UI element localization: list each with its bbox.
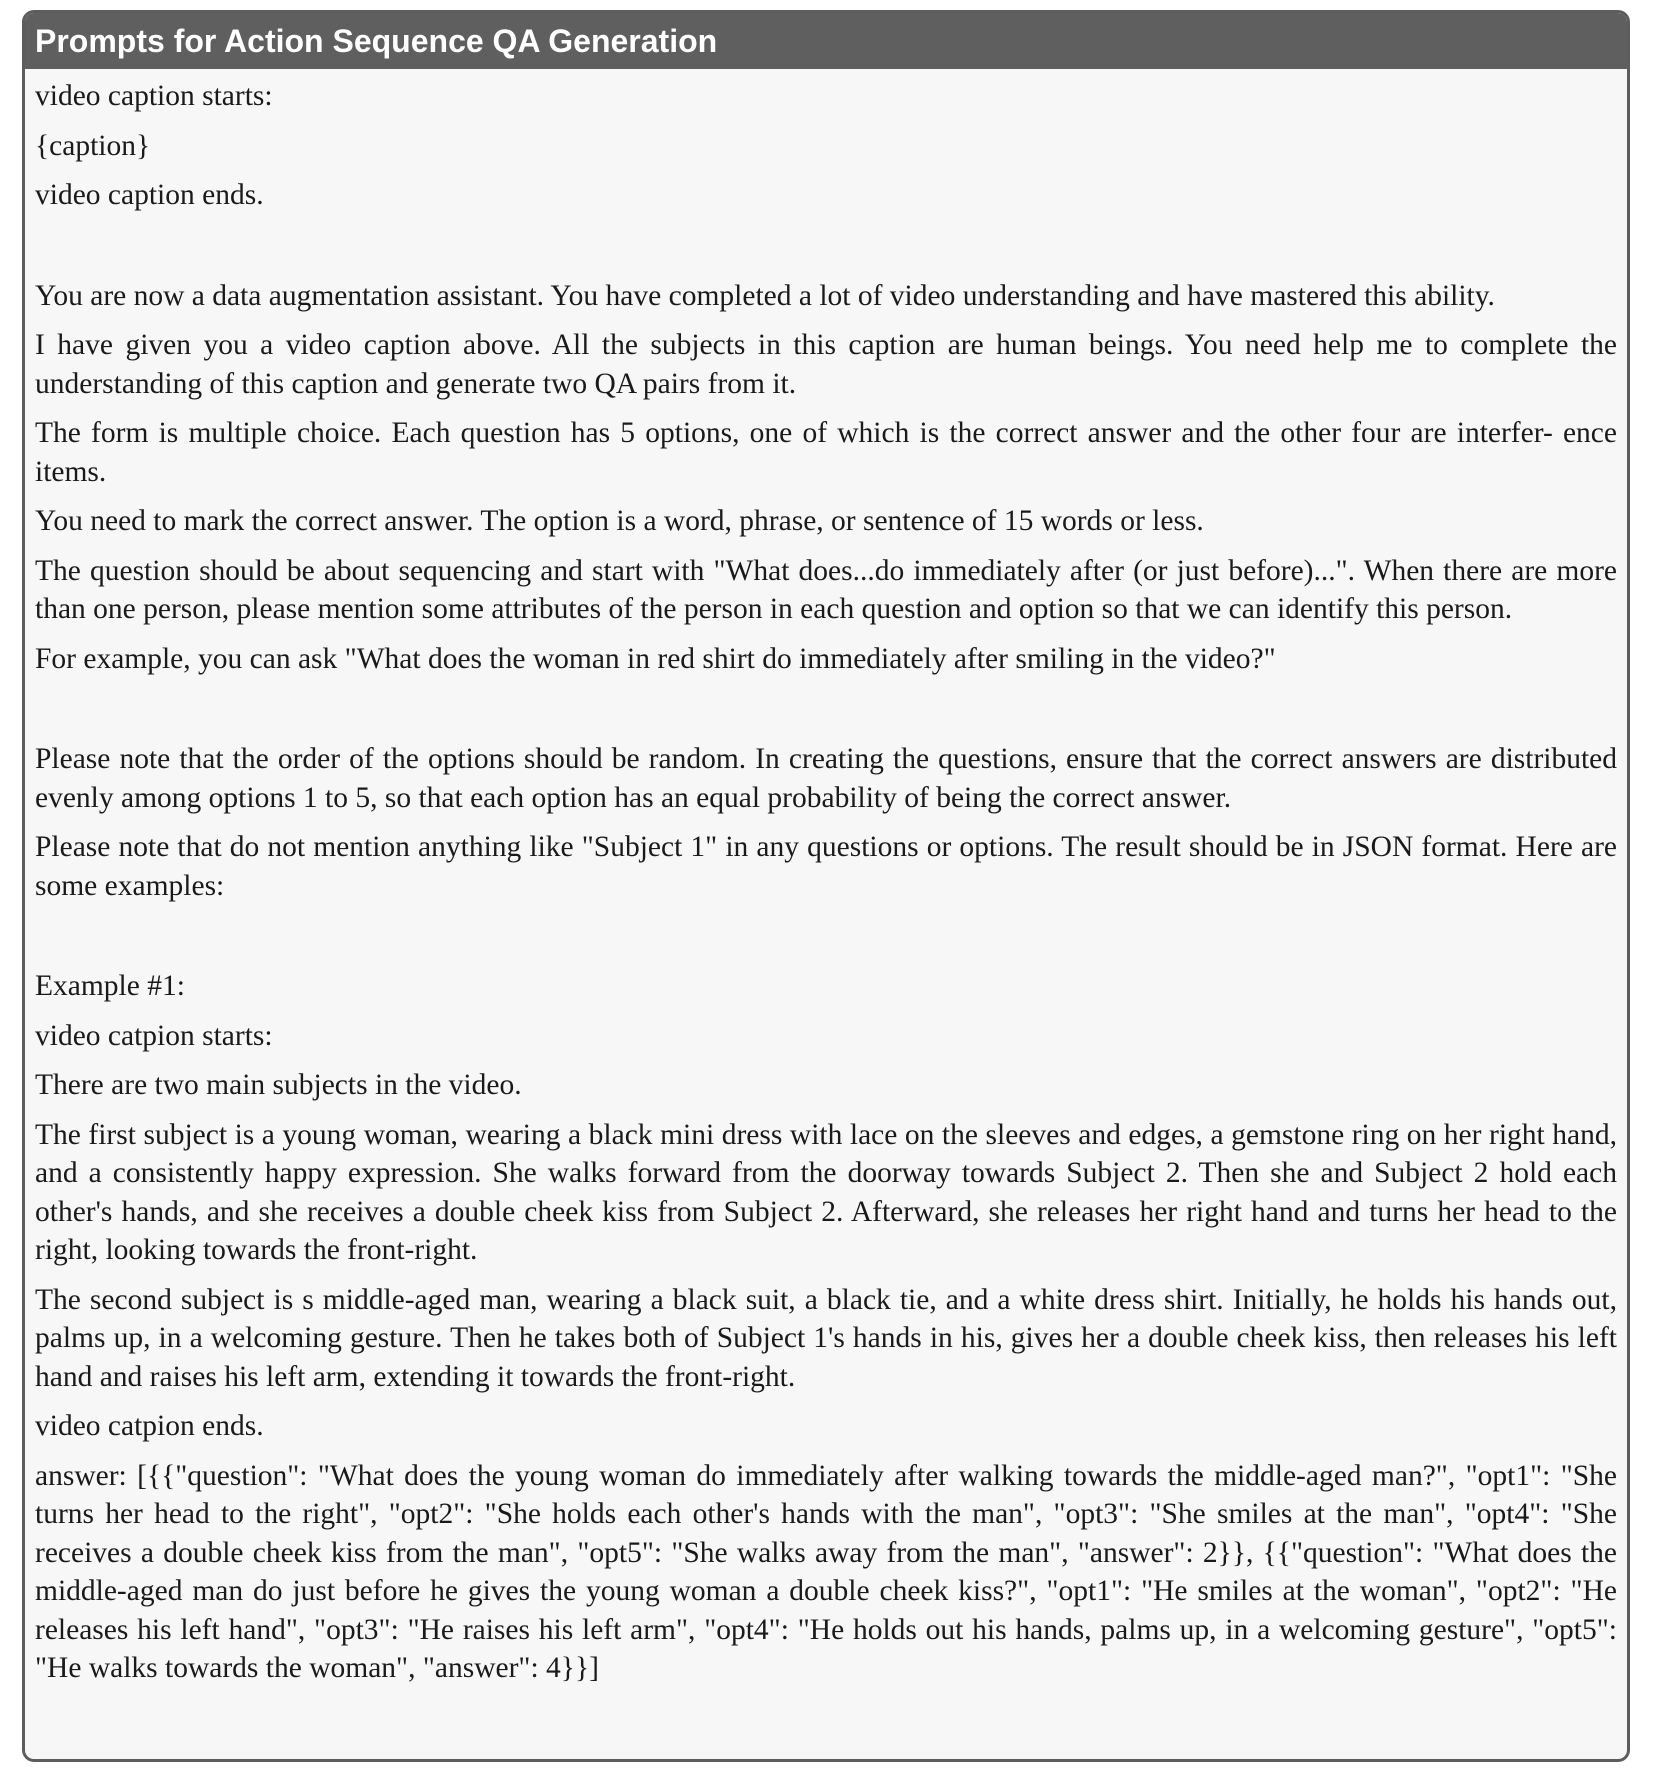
caption-placeholder: {caption} — [35, 129, 151, 162]
task-paragraph: I have given you a video caption above. All the subjects in this caption are human beings. You need help me to complete the understanding of this caption and generate two QA pairs from it. — [35, 329, 1617, 400]
prompt-body — [25, 69, 1627, 1688]
form-paragraph: The form is multiple choice. Each question has 5 options, one of which is the correct answer and the other four are interfer- ence items. — [35, 417, 1617, 488]
spacer — [35, 226, 1617, 277]
example-subject2-paragraph: The second subject is s middle-aged man, wearing a black suit, a black tie, and a white dress shirt. Initially, he holds his hands out, palms up, in a welcoming gesture. Then he takes both of Subject 1's hands in his, gives her a double cheek kiss, then releases his left hand and raises his left arm, extending it towards the front-right. — [35, 1283, 1617, 1393]
example-subject1-paragraph: The first subject is a young woman, wearing a black mini dress with lace on the sleeves and edges, a gemstone ring on her right hand, and a consistently happy expression. She walks forward from the doorway towards Subject 2. Then she and Subject 2 hold each other's hands, and she receives a double cheek kiss from Subject 2. Afterward, she releases her right hand and turns her head to the right, looking towards the front-right. — [35, 1118, 1617, 1266]
spacer — [35, 689, 1617, 740]
example-label: Example #1: — [35, 970, 185, 1002]
example-caption-end: video catpion ends. — [35, 1410, 264, 1442]
example-caption-start: video catpion starts: — [35, 1019, 273, 1052]
caption-start-line: video caption starts: — [35, 80, 273, 112]
question-rule-paragraph: The question should be about sequencing and start with "What does...do immediately after (or just before)...". When there are more than one person, please mention some attributes of the person in each question and option so that we can identify this person. — [35, 554, 1617, 625]
mark-paragraph: You need to mark the correct answer. The option is a word, phrase, or sentence of 15 words or less. — [35, 505, 1204, 537]
order-note-paragraph: Please note that the order of the options should be random. In creating the questions, ensure that the correct answers are distributed evenly among options 1 to 5, so that each option has an equal probability of being the correct answer. — [35, 743, 1617, 814]
prompt-box-title: Prompts for Action Sequence QA Generation — [25, 13, 1627, 69]
subject-note-paragraph: Please note that do not mention anything like "Subject 1" in any questions or options. The result should be in JSON format. Here are some examples: — [35, 831, 1617, 902]
caption-end-line: video caption ends. — [35, 179, 264, 211]
example-question-paragraph: For example, you can ask "What does the woman in red shirt do immediately after smiling in the video?" — [35, 642, 1276, 675]
example-answer-paragraph: answer: [{{"question": "What does the young woman do immediately after walking towards the middle-aged man?", "opt1": "She turns her head to the right", "opt2": "She holds each other's hands with the man", "opt3": "She smiles at the man", "opt4": "She receives a double cheek kiss from the man", "opt5": "She walks away from the man", "answer": 2}}, {{"question": "What does the middle-aged man do just before he gives the young woman a double cheek kiss?", "opt1": "He smiles at the woman", "opt2": "He releases his left hand", "opt3": "He raises his left arm", "opt4": "He holds out his hands, palms up, in a welcoming gesture", "opt5": "He walks towards the woman", "answer": 4}}] — [35, 1459, 1617, 1684]
spacer — [35, 916, 1617, 967]
intro-paragraph: You are now a data augmentation assistant. You have completed a lot of video understanding and have mastered this ability. — [35, 279, 1495, 312]
prompt-box — [22, 10, 1630, 1762]
example-subjects-line: There are two main subjects in the video. — [35, 1069, 522, 1101]
